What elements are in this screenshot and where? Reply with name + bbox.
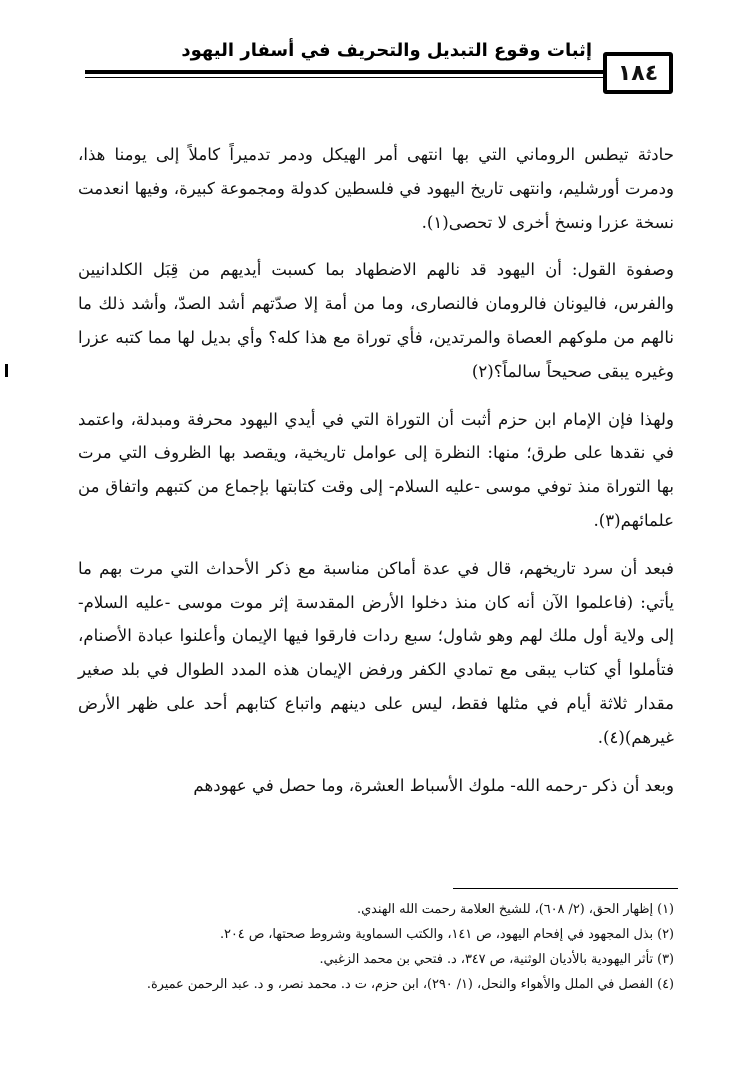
footnote-separator (453, 888, 678, 889)
running-header-title: إثبات وقوع التبديل والتحريف في أسفار اليهود (181, 40, 592, 61)
footnote-2: (٢) بذل المجهود في إفحام اليهود، ص ١٤١، والكتب السماوية وشروط صحتها، ص ٢٠٤. (219, 927, 674, 942)
paragraph-4: فبعد أن سرد تاريخهم، قال في عدة أماكن مناسبة مع ذكر الأحداث التي مرت بهم ما يأتي: (فاعلموا الآن أنه كان منذ دخلوا الأرض المقدسة إثر موت موسى -عليه السلام- إلى ولاية أول ملك لهم وهو شاول؛ سبع ردات فارقوا فيها الإيمان وأعلنوا عبادة الأصنام، فتأملوا أي كتاب يبقى مع تمادي الكفر ورفض الإيمان هذه المدد الطوال في بلد صغير مقدار ثلاثة أيام في مثلها فقط، ليس على دينهم واتباع كتابهم أحد على ظهر الأرض غيرهم)(٤). (78, 558, 674, 747)
paragraph-5: وبعد أن ذكر -رحمه الله- ملوك الأسباط العشرة، وما حصل في عهودهم (193, 775, 674, 795)
page-number: ١٨٤ (617, 60, 659, 86)
body-text (78, 138, 674, 816)
paragraph-2: وصفوة القول: أن اليهود قد نالهم الاضطهاد بما كسبت أيديهم من قِبَل الكلدانيين والفرس، فاليونان فالرومان فالنصارى، وما من أمة إلا صدّتهم أشد الصدّ، وأشد ذلك ما نالهم من ملوكهم العصاة والمرتدين، فأي توراة مع هذا كله؟ وأي بديل لها مما كتبه عزرا وغيره يبقى صحيحاً سالماً؟(٢) (78, 260, 674, 381)
footnote-3: (٣) تأثر اليهودية بالأديان الوثنية، ص ٣٤٧، د. فتحي بن محمد الزغبي. (319, 952, 674, 967)
header-rule-thick (85, 70, 603, 74)
footnotes (78, 897, 674, 997)
paragraph-3: ولهذا فإن الإمام ابن حزم أثبت أن التوراة التي في أيدي اليهود محرفة ومبدلة، واعتمد في نقدها على طرق؛ منها: النظرة إلى عوامل تاريخية، ويقصد بها الظروف التي مرت بها التوراة منذ توفي موسى -عليه السلام- إلى وقت كتابتها بإجماع من كتبهم واتفاق من علمائهم(٣). (78, 409, 674, 530)
paragraph-1: حادثة تيطس الروماني التي بها انتهى أمر الهيكل ودمر تدميراً كاملاً إلى يومنا هذا، ودمرت أورشليم، وانتهى تاريخ اليهود في فلسطين كدولة ومجموعة كبيرة، وفيها انعدمت نسخة عزرا ونسخ أخرى لا تحصى(١). (78, 145, 674, 232)
page-number-box (603, 52, 673, 94)
footnote-1: (١) إظهار الحق، (٢/ ٦٠٨)، للشيخ العلامة رحمت الله الهندي. (357, 902, 674, 917)
header-rule-thin (85, 77, 603, 78)
footnote-4: (٤) الفصل في الملل والأهواء والنحل، (١/ ٢٩٠)، ابن حزم، ت د. محمد نصر، و د. عبد الرحمن عميرة. (146, 977, 674, 992)
margin-mark (5, 364, 8, 377)
